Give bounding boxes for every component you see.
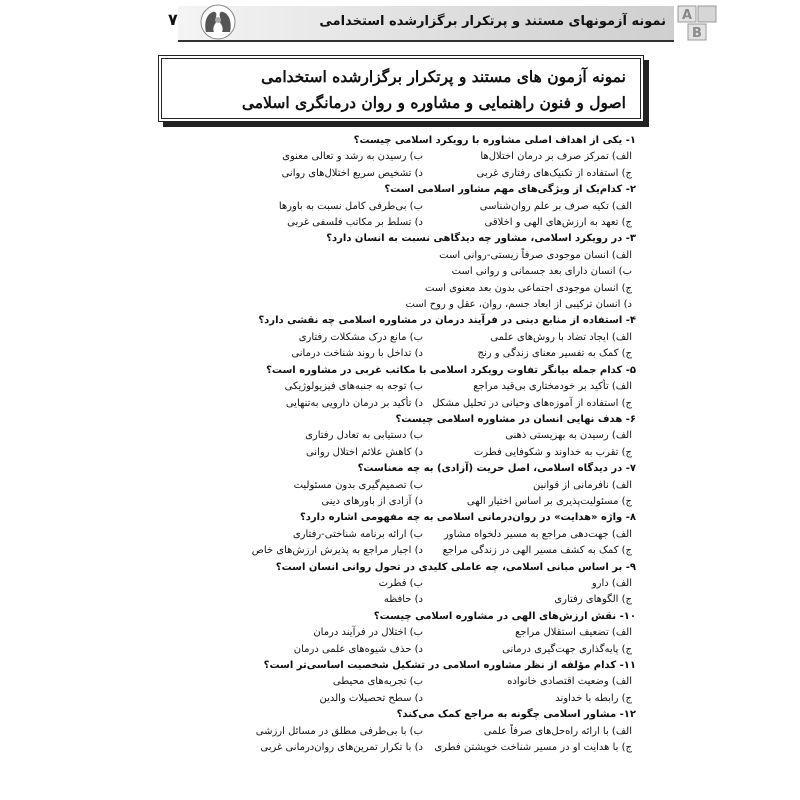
answer-option: الف) تمرکز صرف بر درمان اختلال‌ها bbox=[480, 151, 632, 163]
answer-option: الف) رسیدن به بهزیستی ذهنی bbox=[505, 430, 632, 442]
question-block bbox=[218, 461, 636, 510]
question-block bbox=[218, 363, 636, 412]
option-row bbox=[218, 215, 636, 231]
question-text: ۱۱- کدام مؤلفه از نظر مشاوره اسلامی در تشکیل شخصیت اساسی‌تر است؟ bbox=[263, 660, 636, 671]
question-text: ۹- بر اساس مبانی اسلامی، چه عاملی کلیدی در تحول روانی انسان است؟ bbox=[275, 561, 636, 573]
answer-option: ب) دستیابی به تعادل رفتاری bbox=[305, 430, 423, 442]
answer-option: الف) تکیه صرف بر علم روان‌شناسی bbox=[479, 200, 632, 212]
abc-blocks-icon bbox=[676, 4, 718, 42]
question-text: ۳- در رویکرد اسلامی، مشاور چه دیدگاهی نسبت به انسان دارد؟ bbox=[326, 233, 636, 245]
answer-option: د) حذف شیوه‌های علمی درمان bbox=[293, 643, 423, 655]
option-row bbox=[218, 166, 636, 182]
answer-option: الف) وضعیت اقتصادی خانواده bbox=[507, 676, 632, 688]
option-row bbox=[218, 625, 636, 641]
svg-text:B: B bbox=[692, 26, 702, 41]
answer-option: د) تداخل با روند شناخت درمانی bbox=[291, 348, 423, 360]
question-block bbox=[218, 560, 636, 609]
option-row bbox=[218, 445, 636, 461]
question-text: ۸- واژه «هدایت» در روان‌درمانی اسلامی به چه مفهومی اشاره دارد؟ bbox=[299, 512, 636, 524]
option-row bbox=[218, 149, 636, 165]
answer-option: د) تشخیص سریع اختلال‌های روانی bbox=[281, 167, 423, 179]
option-row bbox=[218, 543, 636, 559]
answer-option: ب) تجربه‌های محیطی bbox=[332, 676, 423, 688]
answer-option: ب) رسیدن به رشد و تعالی معنوی bbox=[282, 151, 423, 163]
answer-option: الف) نافرمانی از قوانین bbox=[532, 479, 632, 491]
answer-option: د) کاهش علائم اختلال روانی bbox=[305, 446, 423, 458]
question-list bbox=[218, 133, 636, 756]
question-block bbox=[218, 510, 636, 559]
question-block bbox=[218, 133, 636, 182]
option-row bbox=[218, 428, 636, 444]
option-row bbox=[218, 576, 636, 592]
option-row bbox=[218, 674, 636, 690]
answer-option: ج) الگوهای رفتاری bbox=[554, 594, 632, 606]
question-block bbox=[218, 182, 636, 231]
answer-option: الف) تضعیف استقلال مراجع bbox=[515, 627, 632, 639]
answer-option: ج) با هدایت او در مسیر شناخت خویشتن فطری bbox=[434, 742, 632, 754]
answer-option: د) تأکید بر درمان دارویی به‌تنهایی bbox=[285, 397, 423, 409]
title-line-1: نمونه آزمون های مستند و پرتکرار برگزارشده استخدامی bbox=[261, 67, 626, 86]
option-row bbox=[218, 330, 636, 346]
answer-option: د) با تکرار تمرین‌های روان‌درمانی غربی bbox=[260, 742, 423, 754]
option-row bbox=[218, 199, 636, 215]
answer-option: الف) تأکید بر خودمختاری بی‌قید مراجع bbox=[473, 381, 632, 393]
answer-option: ب) انسان دارای بعد جسمانی و روانی است bbox=[451, 266, 632, 278]
answer-option: د) آزادی از باورهای دینی bbox=[321, 495, 423, 507]
answer-option: الف) با ارائه راه‌حل‌های صرفاً علمی bbox=[483, 725, 632, 737]
question-block bbox=[218, 707, 636, 756]
answer-option: د) انسان ترکیبی از ابعاد جسم، روان، عقل و روح است bbox=[405, 299, 632, 311]
option-row bbox=[218, 527, 636, 543]
answer-option: ج) استفاده از آموزه‌های وحیانی در تحلیل مشکل bbox=[432, 397, 632, 409]
question-text: ۵- کدام جمله بیانگر تفاوت رویکرد اسلامی با مکاتب غربی در مشاوره است؟ bbox=[266, 364, 636, 376]
option-row bbox=[218, 346, 636, 362]
answer-option: ج) مسئولیت‌پذیری بر اساس اختیار الهی bbox=[466, 495, 632, 507]
svg-text:A: A bbox=[681, 8, 693, 23]
answer-option: ج) تعهد به ارزش‌های الهی و اخلاقی bbox=[484, 217, 632, 229]
option-row bbox=[218, 379, 636, 395]
option-row bbox=[218, 724, 636, 740]
answer-option: ج) کمک به تفسیر معنای زندگی و رنج bbox=[477, 348, 632, 360]
question-text: ۴- استفاده از منابع دینی در فرآیند درمان در مشاوره اسلامی چه نقشی دارد؟ bbox=[258, 315, 636, 327]
answer-option: د) سطح تحصیلات والدین bbox=[319, 692, 423, 704]
heads-logo-icon bbox=[200, 4, 236, 40]
question-block bbox=[218, 658, 636, 707]
answer-option: ج) پایه‌گذاری جهت‌گیری درمانی bbox=[502, 643, 632, 655]
answer-option: ب) توجه به جنبه‌های فیزیولوژیکی bbox=[284, 381, 423, 393]
option-row bbox=[218, 396, 636, 412]
option-row bbox=[218, 478, 636, 494]
question-text: ۱- یکی از اهداف اصلی مشاوره با رویکرد اسلامی چیست؟ bbox=[353, 135, 636, 146]
page-number: ۷ bbox=[168, 10, 178, 29]
question-block bbox=[218, 609, 636, 658]
question-block bbox=[218, 231, 636, 313]
answer-option: ب) فطرت bbox=[378, 577, 423, 589]
answer-option: ج) کمک به کشف مسیر الهی در زندگی مراجع bbox=[442, 545, 632, 557]
answer-option: الف) انسان موجودی صرفاً زیستی-روانی است bbox=[439, 249, 632, 261]
answer-option: ج) تقرب به خداوند و شکوفایی فطرت bbox=[473, 446, 632, 458]
answer-option: الف) جهت‌دهی مراجع به مسیر دلخواه مشاور bbox=[443, 528, 632, 540]
answer-option: ب) ارائه برنامه شناختی-رفتاری bbox=[292, 528, 423, 540]
question-text: ۲- کدام‌یک از ویژگی‌های مهم مشاور اسلامی است؟ bbox=[384, 184, 636, 196]
answer-option: الف) دارو bbox=[591, 577, 632, 589]
question-block bbox=[218, 313, 636, 362]
answer-option: د) حافظه bbox=[383, 594, 423, 606]
answer-option: ج) رابطه با خداوند bbox=[555, 692, 632, 704]
question-text: ۱۰- نقش ارزش‌های الهی در مشاوره اسلامی چیست؟ bbox=[373, 610, 636, 622]
answer-option: ج) استفاده از تکنیک‌های رفتاری غربی bbox=[476, 167, 632, 179]
answer-option: ب) بی‌طرفی کامل نسبت به باورها bbox=[278, 200, 423, 212]
header-title: نمونه آزمونهای مستند و پرتکرار برگزارشده استخدامی bbox=[319, 14, 666, 29]
question-block bbox=[218, 412, 636, 461]
answer-option: ج) انسان موجودی اجتماعی بدون بعد معنوی است bbox=[425, 282, 632, 294]
answer-option: د) اجبار مراجع به پذیرش ارزش‌های خاص bbox=[251, 545, 423, 557]
question-text: ۶- هدف نهایی انسان در مشاوره اسلامی چیست؟ bbox=[395, 413, 636, 425]
option-row bbox=[218, 691, 636, 707]
answer-option: ب) تصمیم‌گیری بدون مسئولیت bbox=[293, 479, 423, 491]
question-text: ۱۲- مشاور اسلامی چگونه به مراجع کمک می‌کند؟ bbox=[396, 709, 636, 721]
answer-option: ب) اختلال در فرآیند درمان bbox=[313, 627, 423, 639]
title-box bbox=[158, 55, 644, 122]
option-row bbox=[218, 740, 636, 756]
option-row bbox=[218, 592, 636, 608]
page-header bbox=[178, 6, 674, 42]
answer-option: د) تسلط بر مکاتب فلسفی غربی bbox=[287, 217, 423, 229]
option-row bbox=[218, 494, 636, 510]
option-row bbox=[218, 642, 636, 658]
answer-option: ب) مانع درک مشکلات رفتاری bbox=[298, 331, 423, 343]
answer-option: الف) ایجاد تضاد با روش‌های علمی bbox=[490, 331, 632, 343]
question-text: ۷- در دیدگاه اسلامی، اصل حریت (آزادی) به چه معناست؟ bbox=[357, 463, 636, 475]
title-line-2: اصول و فنون راهنمایی و مشاوره و روان درمانگری اسلامی bbox=[241, 93, 626, 112]
answer-option: ب) با بی‌طرفی مطلق در مسائل ارزشی bbox=[255, 725, 423, 737]
